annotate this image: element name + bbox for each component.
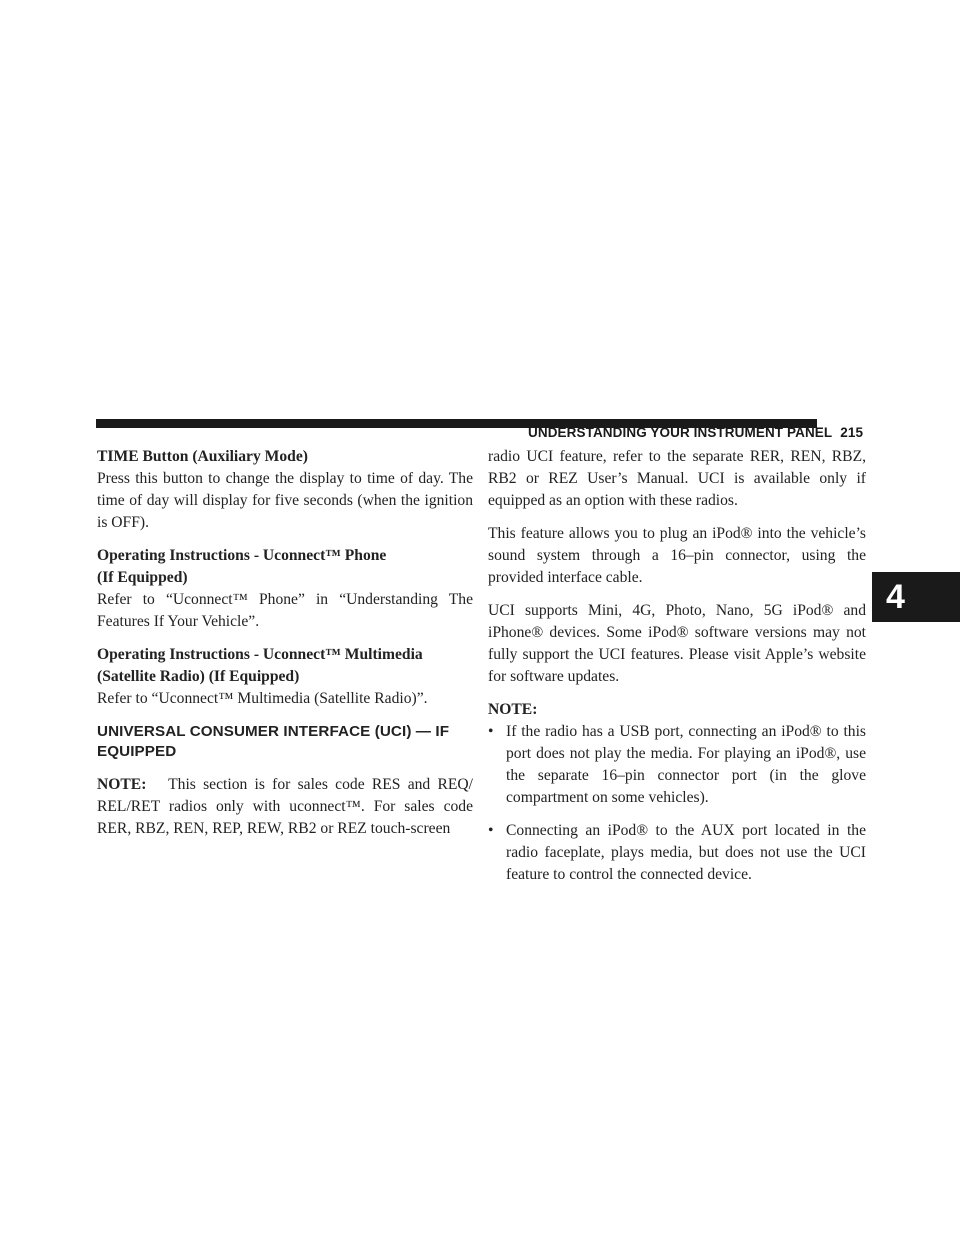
note-label-right: NOTE: xyxy=(488,701,538,718)
bullet-icon: • xyxy=(488,723,494,740)
phone-heading-line2: (If Equipped) xyxy=(97,569,188,586)
chapter-tab: 4 xyxy=(872,572,960,622)
note-bullet-list xyxy=(488,721,866,886)
uci-note-paragraph xyxy=(97,774,473,840)
bullet-icon: • xyxy=(488,822,494,839)
uci-note-body: This section is for sales code RES and REQ/ REL/RET radios only with uconnect™. For sales code RER, RBZ, REN, REP, REW, RB2 or REZ touch-screen xyxy=(97,776,473,837)
uci-note-continuation: radio UCI feature, refer to the separate RER, REN, RBZ, RB2 or REZ User’s Manual. UCI is available only if equipped as an option with these radios. xyxy=(488,448,866,509)
page-number: 215 xyxy=(840,425,864,440)
time-button-body: Press this button to change the display to time of day. The time of day will display for five seconds (when the ignition is OFF). xyxy=(97,470,473,531)
multimedia-heading-line2: (Satellite Radio) (If Equipped) xyxy=(97,668,300,685)
time-button-heading: TIME Button (Auxiliary Mode) xyxy=(97,448,308,465)
phone-heading-line1: Operating Instructions - Uconnect™ Phone xyxy=(97,547,387,564)
feature-paragraph: This feature allows you to plug an iPod® into the vehicle’s sound system through a 16–pin connector, using the provided interface cable. xyxy=(488,525,866,586)
note-label: NOTE: xyxy=(97,776,147,793)
uci-section-title: UNIVERSAL CONSUMER INTERFACE (UCI) — IF EQUIPPED xyxy=(97,723,450,760)
running-header xyxy=(528,425,864,440)
bullet-text: Connecting an iPod® to the AUX port located in the radio faceplate, plays media, but does not use the UCI feature to control the connected device. xyxy=(506,822,866,883)
bullet-text: If the radio has a USB port, connecting an iPod® to this port does not play the media. For playing an iPod®, use the separate 16–pin connector port (in the glove compartment on some vehicles). xyxy=(506,723,866,806)
header-title-text: UNDERSTANDING YOUR INSTRUMENT PANEL xyxy=(528,425,833,440)
phone-body: Refer to “Uconnect™ Phone” in “Understanding The Features If Your Vehicle”. xyxy=(97,591,473,630)
multimedia-heading-line1: Operating Instructions - Uconnect™ Multimedia xyxy=(97,646,423,663)
list-item xyxy=(488,820,866,886)
multimedia-body: Refer to “Uconnect™ Multimedia (Satellite Radio)”. xyxy=(97,690,428,707)
supports-paragraph: UCI supports Mini, 4G, Photo, Nano, 5G iPod® and iPhone® devices. Some iPod® software versions may not fully support the UCI features. Please visit Apple’s website for software updates. xyxy=(488,602,866,685)
left-column xyxy=(97,446,473,840)
right-column xyxy=(488,446,866,897)
list-item xyxy=(488,721,866,809)
